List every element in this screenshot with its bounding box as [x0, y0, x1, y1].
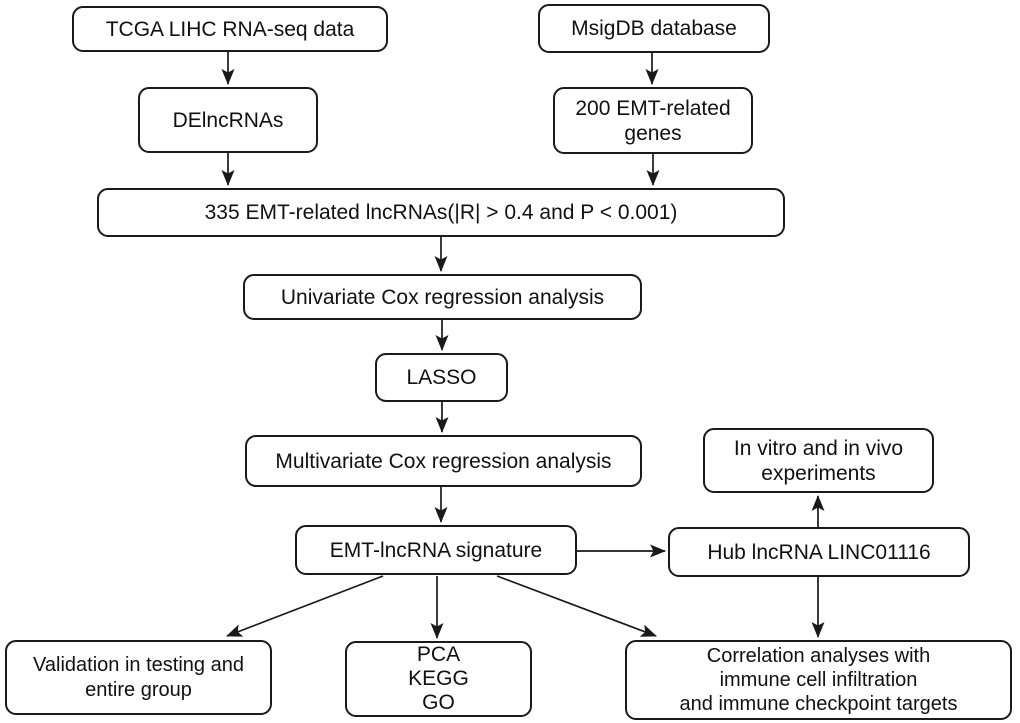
node-label-line: entire group	[85, 678, 192, 701]
node-label-line: experiments	[761, 461, 876, 485]
node-label-line: PCA	[416, 643, 461, 666]
node-in-vitro-in-vivo-experiments	[703, 428, 934, 493]
node-emt-lncrna-signature	[295, 525, 577, 575]
node-label: 335 EMT-related lncRNAs(|R| > 0.4 and P < 0.001)	[204, 201, 678, 224]
node-335-emt-related-lncrnas	[97, 188, 785, 237]
arrow-signature-to-validation	[227, 576, 383, 636]
node-lasso	[375, 353, 508, 402]
node-label-line: KEGG	[408, 667, 469, 690]
node-label-line: GO	[422, 691, 455, 714]
node-label-line: Correlation analyses with	[706, 645, 931, 667]
node-label: EMT-lncRNA signature	[329, 538, 543, 562]
node-label-line: In vitro and in vivo	[733, 436, 904, 460]
node-label: TCGA LIHC RNA-seq data	[105, 17, 355, 41]
node-label-line: and immune checkpoint targets	[679, 693, 958, 715]
node-label: Univariate Cox regression analysis	[280, 285, 605, 309]
node-validation-testing-entire-group	[5, 640, 272, 715]
node-200-emt-related-genes	[553, 87, 753, 154]
node-label: Hub lncRNA LINC01116	[707, 540, 931, 564]
node-label-line: Validation in testing and	[33, 653, 244, 676]
node-hub-lncrna-linc01116	[668, 527, 970, 577]
node-tcga-lihc-rna-seq-data	[72, 6, 388, 52]
arrow-signature-to-correlation	[497, 576, 656, 636]
node-correlation-analyses-immune	[625, 640, 1012, 720]
node-label-line: immune cell infiltration	[719, 669, 918, 691]
node-label: LASSO	[406, 366, 477, 389]
node-delncrnas	[138, 87, 318, 153]
node-univariate-cox-regression	[243, 274, 642, 320]
node-pca-kegg-go	[345, 641, 532, 717]
node-msigdb-database	[538, 4, 770, 53]
node-label: Multivariate Cox regression analysis	[275, 449, 612, 473]
node-label: MsigDB database	[571, 17, 737, 40]
node-multivariate-cox-regression	[245, 435, 642, 487]
node-label-line: 200 EMT-related	[575, 96, 731, 120]
node-label: DElncRNAs	[172, 108, 284, 132]
node-label-line: genes	[624, 121, 682, 145]
